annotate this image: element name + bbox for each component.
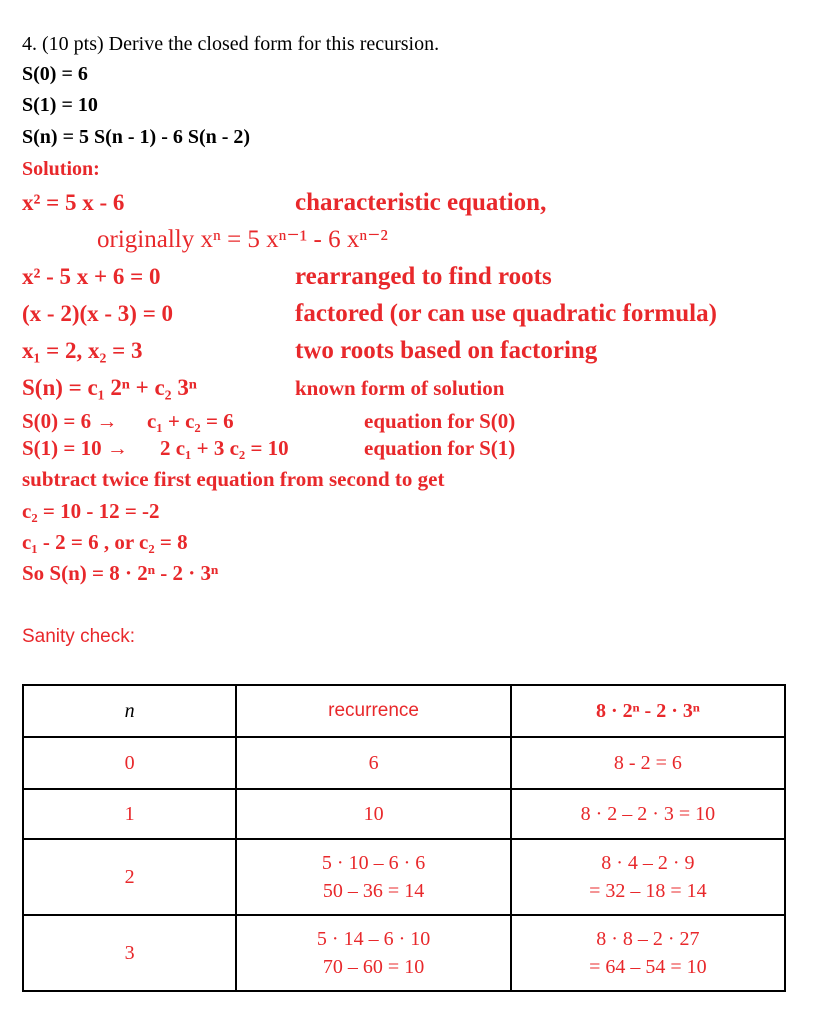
table-row <box>23 789 785 839</box>
factored-equation: (x - 2)(x - 3) = 0 <box>22 301 174 326</box>
solution-form: S(n) = c₁ 2ⁿ + c₂ 3ⁿ <box>22 375 197 400</box>
cell-line: 5 · 14 – 6 · 10 <box>316 928 431 950</box>
cell-n: 0 <box>23 737 236 789</box>
cell-closed-form <box>511 915 785 991</box>
equation-s0-left: S(0) = 6 → <box>22 409 118 433</box>
initial-condition-s1: S(1) = 10 <box>22 94 98 116</box>
equation-s0: c₁ + c₂ = 6 <box>147 409 234 433</box>
initial-condition-s0: S(0) = 6 <box>22 63 88 85</box>
recurrence-relation: S(n) = 5 S(n - 1) - 6 S(n - 2) <box>22 126 251 148</box>
cell-recurrence <box>236 839 510 915</box>
equation-s1-left: S(1) = 10 → <box>22 436 128 460</box>
cell-n: 1 <box>23 789 236 839</box>
cell-closed-form: 8 · 2 – 2 · 3 = 10 <box>511 789 785 839</box>
c1-result: c₁ - 2 = 6 , or c₂ = 8 <box>22 530 188 554</box>
characteristic-equation: x² = 5 x - 6 <box>22 190 125 215</box>
cell-line: 70 – 60 = 10 <box>322 956 425 978</box>
cell-recurrence: 10 <box>236 789 510 839</box>
roots-note: two roots based on factoring <box>295 337 598 364</box>
rearranged-note: rearranged to find roots <box>295 263 552 290</box>
table-header-row <box>23 685 785 737</box>
c2-result: c₂ = 10 - 12 = -2 <box>22 499 160 523</box>
problem-title: 4. (10 pts) Derive the closed form for this recursion. <box>22 33 440 55</box>
table-row <box>23 737 785 789</box>
table-row <box>23 915 785 991</box>
sanity-check-heading: Sanity check: <box>22 626 135 647</box>
cell-closed-form: 8 - 2 = 6 <box>511 737 785 789</box>
equation-s1-note: equation for S(1) <box>364 436 516 460</box>
equation-s1: 2 c₁ + 3 c₂ = 10 <box>160 436 289 460</box>
characteristic-equation-note: characteristic equation, <box>295 189 547 216</box>
equation-s0-note: equation for S(0) <box>364 409 516 433</box>
cell-recurrence <box>236 915 510 991</box>
solution-heading: Solution: <box>22 158 100 180</box>
solution-form-note: known form of solution <box>295 376 505 400</box>
factored-note: factored (or can use quadratic formula) <box>295 300 717 327</box>
header-closed-form: 8 · 2ⁿ - 2 · 3ⁿ <box>511 685 785 737</box>
cell-line: = 64 – 54 = 10 <box>589 956 707 978</box>
cell-line: 8 · 4 – 2 · 9 <box>601 852 695 874</box>
final-closed-form: So S(n) = 8 · 2ⁿ - 2 · 3ⁿ <box>22 561 219 585</box>
cell-n: 3 <box>23 915 236 991</box>
original-recurrence-form: originally xⁿ = 5 xⁿ⁻¹ - 6 xⁿ⁻² <box>97 226 388 253</box>
cell-line: = 32 – 18 = 14 <box>589 880 707 902</box>
cell-line: 8 · 8 – 2 · 27 <box>596 928 700 950</box>
table-row <box>23 839 785 915</box>
cell-line: 5 · 10 – 6 · 6 <box>321 852 426 874</box>
rearranged-equation: x² - 5 x + 6 = 0 <box>22 264 161 289</box>
cell-n: 2 <box>23 839 236 915</box>
sanity-check-table <box>22 684 786 992</box>
cell-line: 50 – 36 = 14 <box>322 880 425 902</box>
roots: x₁ = 2, x₂ = 3 <box>22 338 143 363</box>
subtract-step: subtract twice first equation from second to get <box>22 467 445 491</box>
cell-closed-form <box>511 839 785 915</box>
header-n: n <box>23 685 236 737</box>
header-recurrence: recurrence <box>236 685 510 737</box>
cell-recurrence: 6 <box>236 737 510 789</box>
